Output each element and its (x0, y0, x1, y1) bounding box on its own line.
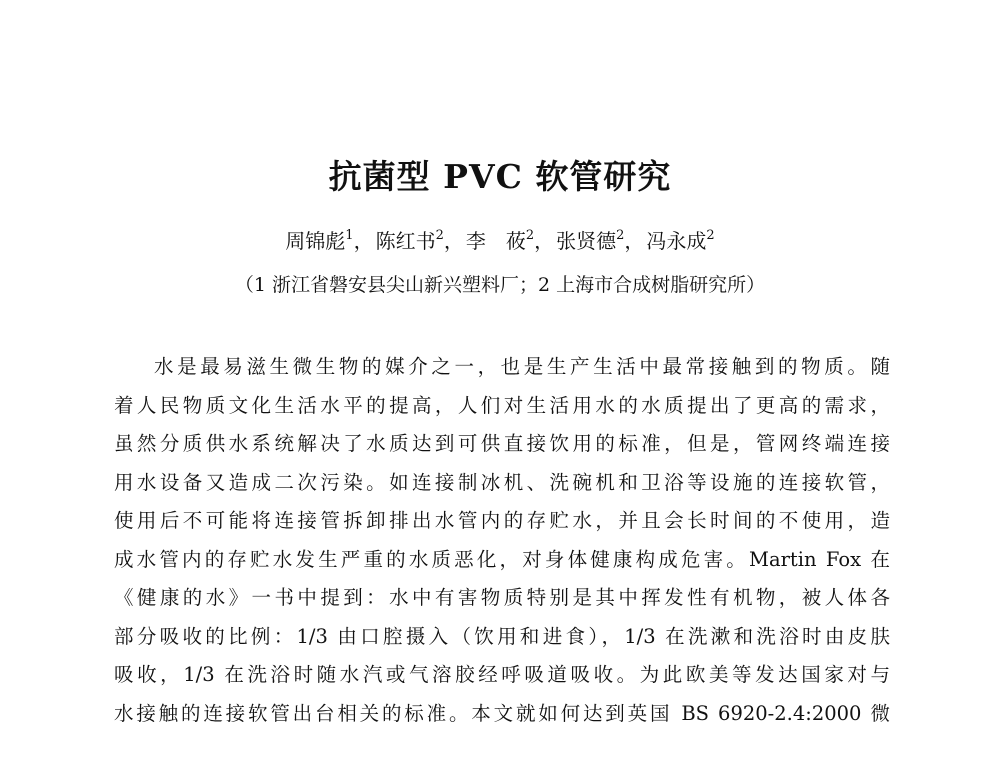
affiliation-line: （1 浙江省磐安县尖山新兴塑料厂；2 上海市合成树脂研究所） (234, 274, 766, 296)
author-name: 陈红书 (375, 229, 436, 253)
author-name: 冯永成 (646, 229, 707, 253)
paragraph-line: 吸收，1/3 在洗浴时随水汽或气溶胶经呼吸道吸收。为此欧美等发达国家对与 (114, 663, 890, 686)
paragraph-line: 用水设备又造成二次污染。如连接制冰机、洗碗机和卫浴等设施的连接软管， (114, 470, 890, 494)
author-affiliation-mark: 2 (525, 228, 535, 243)
author-separator: ， (353, 229, 374, 253)
author-affiliation-mark: 2 (706, 228, 715, 243)
author-3 (466, 229, 534, 253)
author-name: 张贤德 (556, 229, 617, 253)
author-affiliation-mark: 1 (345, 228, 354, 243)
author-4 (556, 229, 624, 253)
paragraph-line: 着人民物质文化生活水平的提高，人们对生活用水的水质提出了更高的需求， (114, 393, 890, 417)
paragraph-line: 虽然分质供水系统解决了水质达到可供直接饮用的标准，但是，管网终端连接 (114, 432, 890, 455)
paragraph-line: 成水管内的存贮水发生严重的水质恶化，对身体健康构成危害。Martin Fox 在 (114, 547, 890, 571)
paragraph-line: 部分吸收的比例：1/3 由口腔摄入（饮用和进食），1/3 在洗漱和洗浴时由皮肤 (114, 624, 890, 648)
author-name: 周锦彪 (285, 229, 346, 253)
author-1 (285, 229, 353, 253)
author-separator: ， (443, 229, 464, 253)
author-separator: ， (534, 229, 555, 253)
body-paragraph (114, 348, 890, 733)
author-affiliation-mark: 2 (435, 228, 444, 243)
paper-title: 抗菌型 PVC 软管研究 (328, 157, 672, 196)
author-list (0, 226, 1000, 256)
author-5 (646, 229, 714, 253)
author-name: 李 莜 (465, 229, 526, 253)
paragraph-line: 《健康的水》一书中提到：水中有害物质特别是其中挥发性有机物，被人体各 (114, 586, 890, 609)
paragraph-line: 水是最易滋生微生物的媒介之一，也是生产生活中最常接触到的物质。随 (154, 355, 890, 378)
author-affiliation-mark: 2 (616, 228, 625, 243)
author-2 (376, 229, 444, 253)
paragraph-line: 水接触的连接软管出台相关的标准。本文就如何达到英国 BS 6920-2.4:2000 微 (114, 701, 890, 725)
author-separator: ， (624, 229, 645, 253)
paragraph-line: 使用后不可能将连接管拆卸排出水管内的存贮水，并且会长时间的不使用，造 (114, 509, 890, 532)
